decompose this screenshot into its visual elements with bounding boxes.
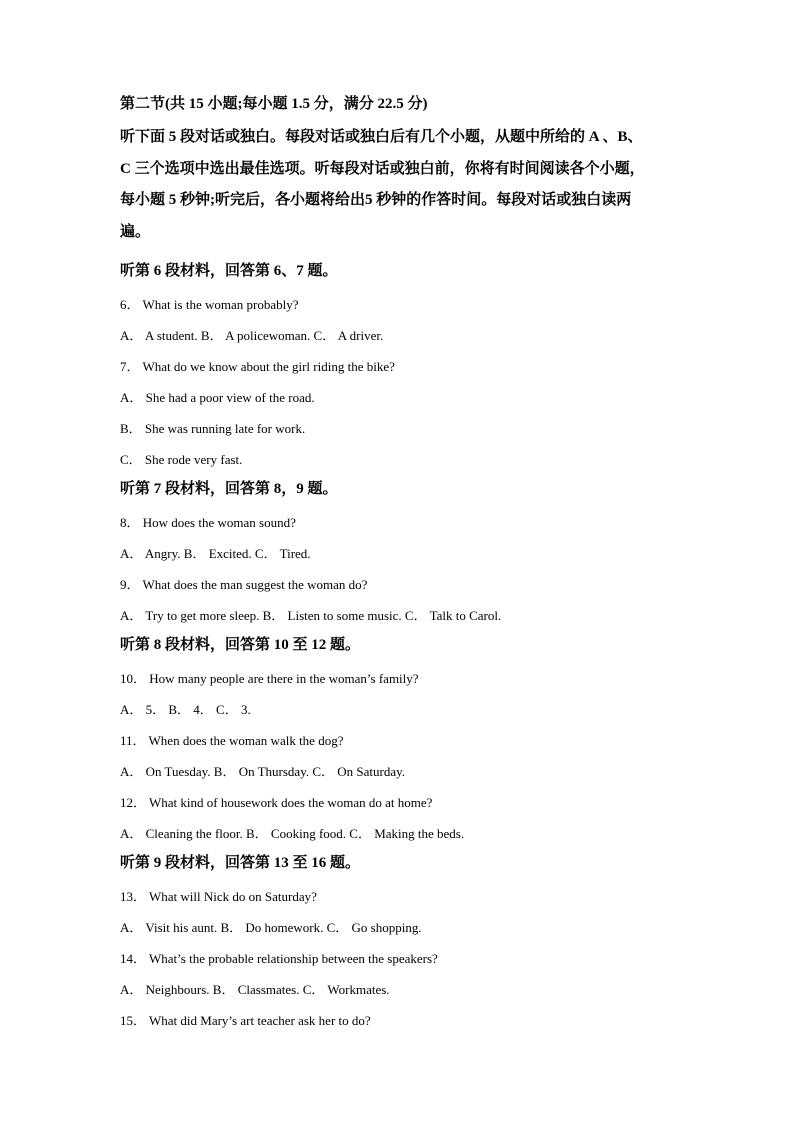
- question-14: 14． What’s the probable relationship between the speakers?: [120, 951, 438, 966]
- section-title: 第二节(共 15 小题;每小题 1.5 分，满分 22.5 分): [120, 96, 428, 112]
- question-11-options: A． On Tuesday. B． On Thursday. C． On Saturday.: [120, 764, 406, 779]
- question-7: 7． What do we know about the girl riding the bike?: [120, 359, 395, 374]
- question-6: 6． What is the woman probably?: [120, 297, 299, 312]
- question-9: 9． What does the man suggest the woman do?: [120, 577, 368, 592]
- question-7-option-a: A． She had a poor view of the road.: [120, 390, 315, 405]
- question-6-options: A． A student. B． A policewoman. C． A driver.: [120, 328, 384, 343]
- question-11: 11． When does the woman walk the dog?: [120, 733, 344, 748]
- instruction-line-4: 遍。: [120, 224, 151, 240]
- passage-heading: 听第 9 段材料，回答第 13 至 16 题。: [120, 855, 361, 871]
- question-12: 12． What kind of housework does the woman do at home?: [120, 795, 433, 810]
- question-15: 15． What did Mary’s art teacher ask her to do?: [120, 1013, 371, 1028]
- instruction-line-2: C 三个选项中选出最佳选项。听每段对话或独白前，你将有时间阅读各个小题，: [120, 161, 645, 177]
- passage-heading: 听第 8 段材料，回答第 10 至 12 题。: [120, 637, 361, 653]
- question-12-options: A． Cleaning the floor. B． Cooking food. C． Making the beds.: [120, 826, 465, 841]
- instruction-line-3: 每小题 5 秒钟;听完后，各小题将给出5 秒钟的作答时间。每段对话或独白读两: [120, 192, 632, 208]
- passage-heading: 听第 6 段材料，回答第 6、7 题。: [120, 263, 338, 279]
- question-10: 10． How many people are there in the woman’s family?: [120, 671, 419, 686]
- question-10-options: A． 5． B． 4． C． 3.: [120, 702, 251, 717]
- question-7-option-b: B． She was running late for work.: [120, 421, 306, 436]
- question-8: 8． How does the woman sound?: [120, 515, 296, 530]
- passage-heading: 听第 7 段材料，回答第 8，9 题。: [120, 481, 338, 497]
- question-13-options: A． Visit his aunt. B． Do homework. C． Go shopping.: [120, 920, 422, 935]
- question-7-option-c: C． She rode very fast.: [120, 452, 243, 467]
- question-9-options: A． Try to get more sleep. B． Listen to some music. C． Talk to Carol.: [120, 608, 502, 623]
- instruction-line-1: 听下面 5 段对话或独白。每段对话或独白后有几个小题，从题中所给的 A 、B、: [120, 129, 643, 145]
- question-8-options: A． Angry. B． Excited. C． Tired.: [120, 546, 311, 561]
- question-14-options: A． Neighbours. B． Classmates. C． Workmates.: [120, 982, 390, 997]
- question-13: 13． What will Nick do on Saturday?: [120, 889, 317, 904]
